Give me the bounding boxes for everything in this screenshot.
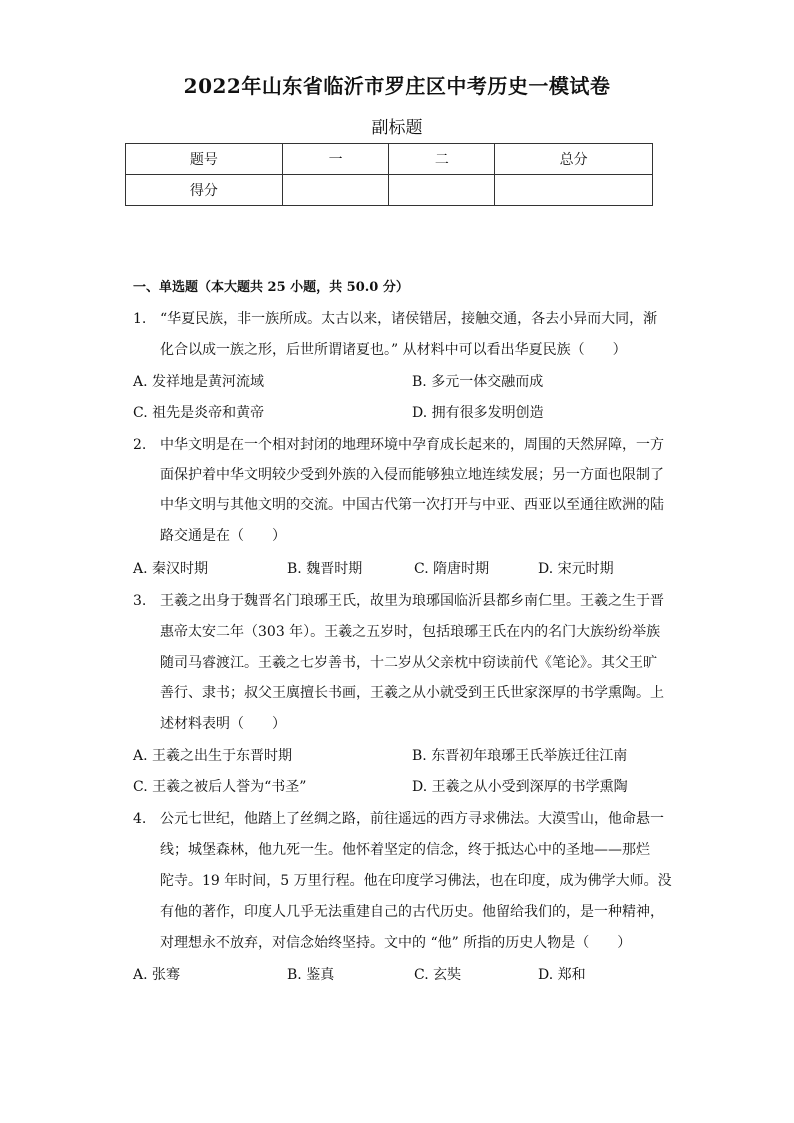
score-header-cell: 二 (389, 144, 495, 175)
score-row-label: 得分 (126, 175, 283, 206)
score-cell-blank (282, 175, 389, 206)
question-1-line-1 (133, 308, 657, 328)
option-c: C. 王羲之被后人誉为“书圣” (133, 779, 307, 795)
score-header-cell: 总分 (495, 144, 653, 175)
option-b: B. 魏晋时期 (287, 561, 363, 577)
question-text: 中华文明与其他文明的交流。中国古代第一次打开与中亚、西亚以至通往欧洲的陆 (160, 497, 664, 513)
option-a: A. 王羲之出生于东晋时期 (133, 748, 293, 764)
question-text: 善行、隶书；叔父王廙擅长书画，王羲之从小就受到王氏世家深厚的书学熏陶。上 (160, 685, 664, 701)
question-text: 化合以成一族之形，后世所谓诸夏也。” 从材料中可以看出华夏民族（ ） (160, 342, 627, 358)
option-d: D. 拥有很多发明创造 (412, 405, 544, 421)
option-d: D. 王羲之从小受到深厚的书学熏陶 (412, 779, 628, 795)
question-text: 面保护着中华文明较少受到外族的入侵而能够独立地连续发展；另一方面也限制了 (160, 467, 664, 483)
question-2-line-1 (133, 434, 664, 454)
option-a: A. 发祥地是黄河流域 (133, 374, 265, 390)
option-d: D. 宋元时期 (538, 561, 614, 577)
question-number: 1. (133, 311, 147, 327)
question-text: 中华文明是在一个相对封闭的地理环境中孕育成长起来的，周围的天然屏障，一方 (160, 437, 664, 453)
option-b: B. 东晋初年琅琊王氏举族迁往江南 (412, 748, 628, 764)
score-cell-blank (389, 175, 495, 206)
option-a: A. 秦汉时期 (133, 561, 209, 577)
question-number: 4. (133, 811, 147, 827)
score-table-score-row (126, 175, 653, 206)
option-c: C. 玄奘 (414, 967, 462, 983)
question-number: 2. (133, 437, 147, 453)
question-text: “华夏民族，非一族所成。太古以来，诸侯错居，接触交通，各去小异而大同，渐 (160, 311, 658, 327)
question-text: 路交通是在（ ） (160, 528, 286, 544)
question-text: 述材料表明（ ） (160, 716, 286, 732)
option-c: C. 祖先是炎帝和黄帝 (133, 405, 265, 421)
score-table (125, 143, 653, 206)
question-text: 随司马睿渡江。王羲之七岁善书，十二岁从父亲枕中窃读前代《笔论》。其父王旷 (160, 655, 657, 671)
question-number: 3. (133, 593, 147, 609)
option-b: B. 多元一体交融而成 (412, 374, 544, 390)
score-cell-blank (495, 175, 653, 206)
option-a: A. 张骞 (133, 967, 181, 983)
question-text: 陀寺。19 年时间，5 万里行程。他在印度学习佛法，也在印度，成为佛学大师。没 (160, 873, 672, 889)
question-text: 惠帝太安二年（303 年）。王羲之五岁时，包括琅琊王氏在内的名门大族纷纷举族 (160, 624, 661, 640)
question-4-line-1 (133, 808, 664, 828)
score-header-cell: 题号 (126, 144, 283, 175)
exam-title: 2022年山东省临沂市罗庄区中考历史一模试卷 (183, 74, 611, 98)
score-table-header-row (126, 144, 653, 175)
question-text: 对理想永不放弃，对信念始终坚持。文中的 “他” 所指的历史人物是（ ） (160, 935, 632, 951)
question-text: 公元七世纪，他踏上了丝绸之路，前往遥远的西方寻求佛法。大漠雪山，他命悬一 (160, 811, 664, 827)
question-text: 有他的著作，印度人几乎无法重建自己的古代历史。他留给我们的，是一种精神， (160, 904, 664, 920)
exam-subtitle: 副标题 (371, 118, 423, 138)
option-c: C. 隋唐时期 (414, 561, 490, 577)
option-d: D. 郑和 (538, 967, 586, 983)
question-3-line-1 (133, 590, 664, 610)
question-text: 线；城堡森林，他九死一生。他怀着坚定的信念，终于抵达心中的圣地——那烂 (160, 842, 650, 858)
section-heading: 一、单选题（本大题共 25 小题，共 50.0 分） (133, 280, 409, 295)
option-b: B. 鉴真 (287, 967, 335, 983)
score-header-cell: 一 (282, 144, 389, 175)
question-text: 王羲之出身于魏晋名门琅琊王氏，故里为琅琊国临沂县都乡南仁里。王羲之生于晋 (160, 593, 664, 609)
